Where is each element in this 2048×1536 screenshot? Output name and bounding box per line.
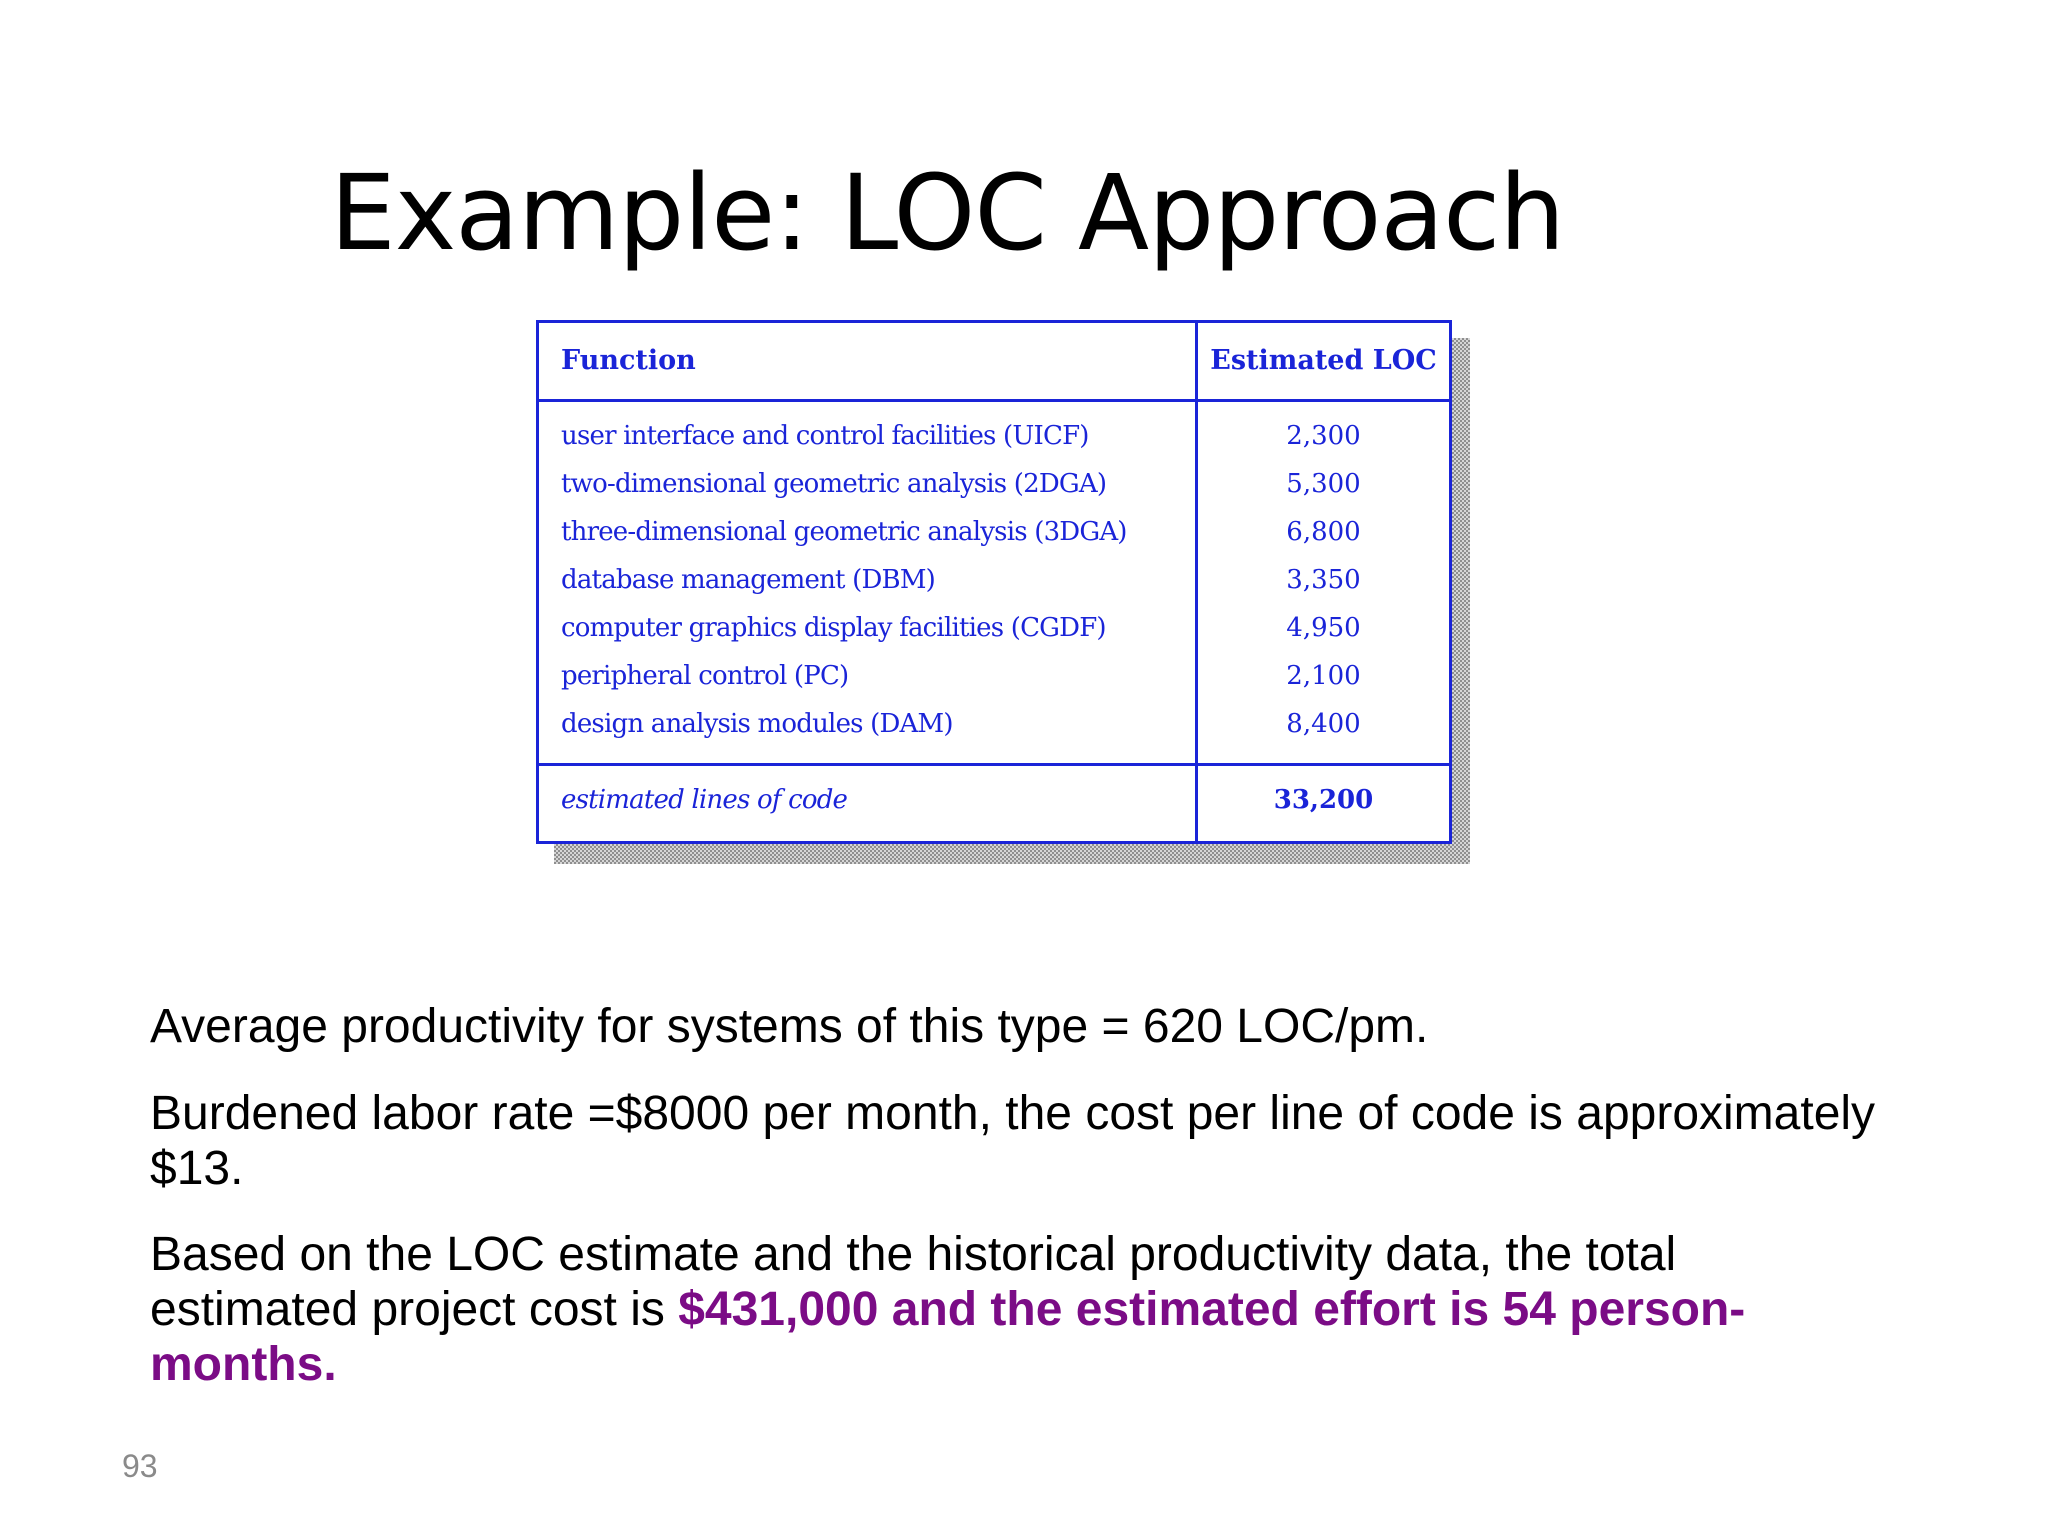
total-value: 33,200 <box>1273 785 1374 815</box>
loc-value: 5,300 <box>1286 469 1361 499</box>
loc-estimate-table <box>536 320 1452 844</box>
function-name: database management (DBM) <box>561 565 936 595</box>
labor-rate-text: Burdened labor rate =$8000 per month, the cost per line of code is approximately $13. <box>150 1087 1876 1195</box>
loc-value: 3,350 <box>1286 565 1361 595</box>
function-name: three-dimensional geometric analysis (3DGA) <box>561 517 1127 547</box>
cost-estimate-text <box>150 1227 1890 1392</box>
cost-estimate-highlight: $431,000 and the estimated effort is 54 person-months. <box>150 1283 1746 1391</box>
header-divider <box>539 399 1449 402</box>
page-number: 93 <box>122 1448 158 1484</box>
loc-estimate-table-container <box>536 320 1452 844</box>
function-name: peripheral control (PC) <box>561 661 849 691</box>
table-row <box>539 463 1449 511</box>
table-row <box>539 511 1449 559</box>
loc-value: 8,400 <box>1286 709 1361 739</box>
total-label: estimated lines of code <box>561 785 848 815</box>
loc-value: 2,300 <box>1286 421 1361 451</box>
productivity-text: Average productivity for systems of this type = 620 LOC/pm. <box>150 1000 1429 1053</box>
function-name: user interface and control facilities (UICF) <box>561 421 1089 451</box>
table-row <box>539 559 1449 607</box>
function-name: computer graphics display facilities (CGDF) <box>561 613 1106 643</box>
table-row <box>539 655 1449 703</box>
slide-title: Example: LOC Approach <box>330 152 1565 274</box>
table-row <box>539 607 1449 655</box>
cost-estimate-plain: Based on the LOC estimate and the historical productivity data, the total estimated project cost is <box>150 1228 1677 1336</box>
table-body <box>539 415 1449 751</box>
loc-value: 2,100 <box>1286 661 1361 691</box>
header-function: Function <box>561 345 696 376</box>
loc-value: 4,950 <box>1286 613 1361 643</box>
total-divider <box>539 763 1449 766</box>
loc-value: 6,800 <box>1286 517 1361 547</box>
table-row <box>539 703 1449 751</box>
function-name: design analysis modules (DAM) <box>561 709 953 739</box>
header-estimated-loc: Estimated LOC <box>1210 345 1437 376</box>
function-name: two-dimensional geometric analysis (2DGA) <box>561 469 1107 499</box>
table-row <box>539 415 1449 463</box>
